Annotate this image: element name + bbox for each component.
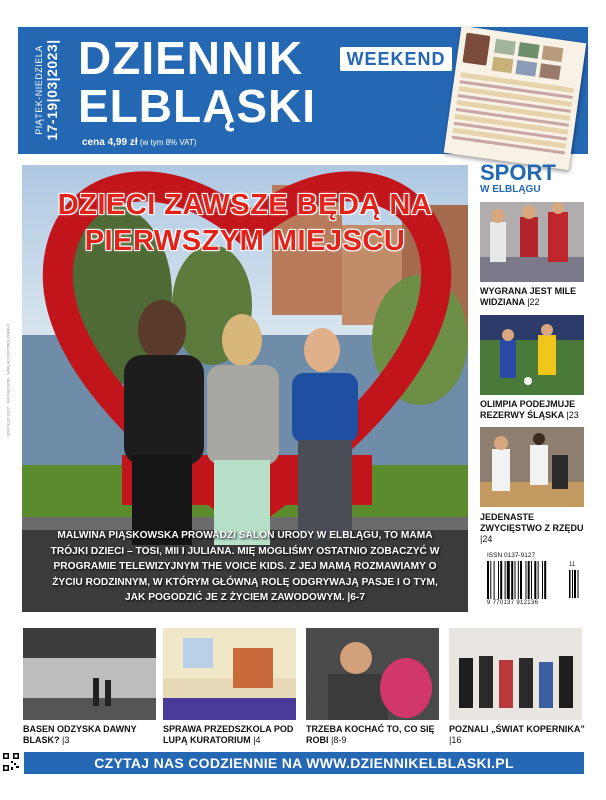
sport-page-2: |23 <box>566 410 579 420</box>
issue-number: 11 <box>569 562 576 568</box>
teaser-caption-3[interactable] <box>306 724 446 746</box>
teaser-caption-1[interactable] <box>23 724 163 746</box>
teaser-photo-group <box>449 628 582 720</box>
teaser-caption-4[interactable] <box>449 724 589 746</box>
price-value: cena 4,99 zł <box>82 137 138 148</box>
sport-photo-football <box>480 315 584 395</box>
sport-page-1: |22 <box>527 297 540 307</box>
sport-caption-2[interactable] <box>480 399 586 421</box>
issn-label: ISSN 0137-9127 <box>487 552 536 559</box>
teaser-photo-kindergarten <box>163 628 296 720</box>
price <box>82 137 196 148</box>
teaser-page-1: |3 <box>62 735 70 745</box>
qr-code-icon[interactable] <box>2 752 20 772</box>
teaser-title-2: SPRAWA PRZEDSZKOLA POD LUPĄ KURATORIUM <box>163 724 294 745</box>
sport-photo-basketball <box>480 427 584 507</box>
sport-title-3: JEDENASTE ZWYCIĘSTWO Z RZĘDU <box>480 512 584 533</box>
issue-days: PIĄTEK-NIEDZIELA <box>34 45 44 135</box>
weekend-badge: WEEKEND <box>340 47 452 71</box>
sport-caption-1[interactable] <box>480 286 586 308</box>
issue-date <box>22 31 72 149</box>
sport-column <box>478 160 584 608</box>
barcode <box>487 552 579 606</box>
teaser-photo-pool <box>23 628 156 720</box>
teaser-page-2: |4 <box>253 735 261 745</box>
issn-side-text: ISSN 0137-9127 · NR 64(10978) · NAKŁAD KONTROLOWANY <box>5 323 11 437</box>
teaser-page-4: |16 <box>449 735 462 745</box>
teaser-page-3: |8-9 <box>331 735 347 745</box>
sport-page-3: |24 <box>480 534 493 544</box>
masthead-title-line2: ELBLĄSKI <box>78 80 316 132</box>
children-figures <box>102 295 372 545</box>
barcode-number: 9 770137 912136 <box>487 600 539 606</box>
teaser-title-3: TRZEBA KOCHAĆ TO, CO SIĘ ROBI <box>306 724 435 745</box>
price-vat: (w tym 8% VAT) <box>139 138 197 147</box>
sport-title-2: OLIMPIA PODEJMUJE REZERWY ŚLĄSKA <box>480 399 576 420</box>
cover-photo <box>22 165 468 612</box>
sport-caption-3[interactable] <box>480 512 586 545</box>
teaser-title-4: POZNALI „ŚWIAT KOPERNIKA” <box>449 724 585 734</box>
calendar-supplement-thumbnail <box>444 26 587 170</box>
footer-banner[interactable]: CZYTAJ NAS CODZIENNIE NA WWW.DZIENNIKELBLASKI.PL <box>24 752 584 774</box>
issue-dates: 17-19|03|2023| <box>44 39 60 141</box>
teaser-title-1: BASEN ODZYSKA DAWNY BLASK? <box>23 724 137 745</box>
sport-heading: SPORT <box>480 160 556 185</box>
teaser-photo-man <box>306 628 439 720</box>
main-headline: DZIECI ZAWSZE BĘDĄ NA PIERWSZYM MIEJSCU <box>57 189 433 257</box>
main-caption: MALWINA PIĄSKOWSKA PROWADZI SALON URODY W ELBLĄGU, TO MAMA TRÓJKI DZIECI – TOSI, MII I JULIANA. MIĘ MOGLIŚMY OSTATNIO ZOBACZYĆ W PROGRAMIE TELEWIZYJNYM THE VOICE KIDS. Z JEJ MAMĄ ROZMAWIAMY O ŻYCIU RODZINNYM, W KTÓRYM GŁÓWNĄ ROLĘ ODGRYWAJĄ PASJE I O TYM, JAK POGODZIĆ JE Z ŻYCIEM ZAWODOWYM. |6-7 <box>50 530 440 603</box>
issn-side-note <box>3 160 13 600</box>
masthead-title-line1: DZIENNIK <box>78 32 304 84</box>
sport-photo-handball <box>480 202 584 282</box>
sport-title-1: WYGRANA JEST MILE WIDZIANA <box>480 286 577 307</box>
barcode-bars <box>487 561 567 599</box>
sport-subheading: W ELBLĄGU <box>480 184 541 195</box>
teaser-caption-2[interactable] <box>163 724 303 746</box>
addon-barcode <box>569 570 579 598</box>
